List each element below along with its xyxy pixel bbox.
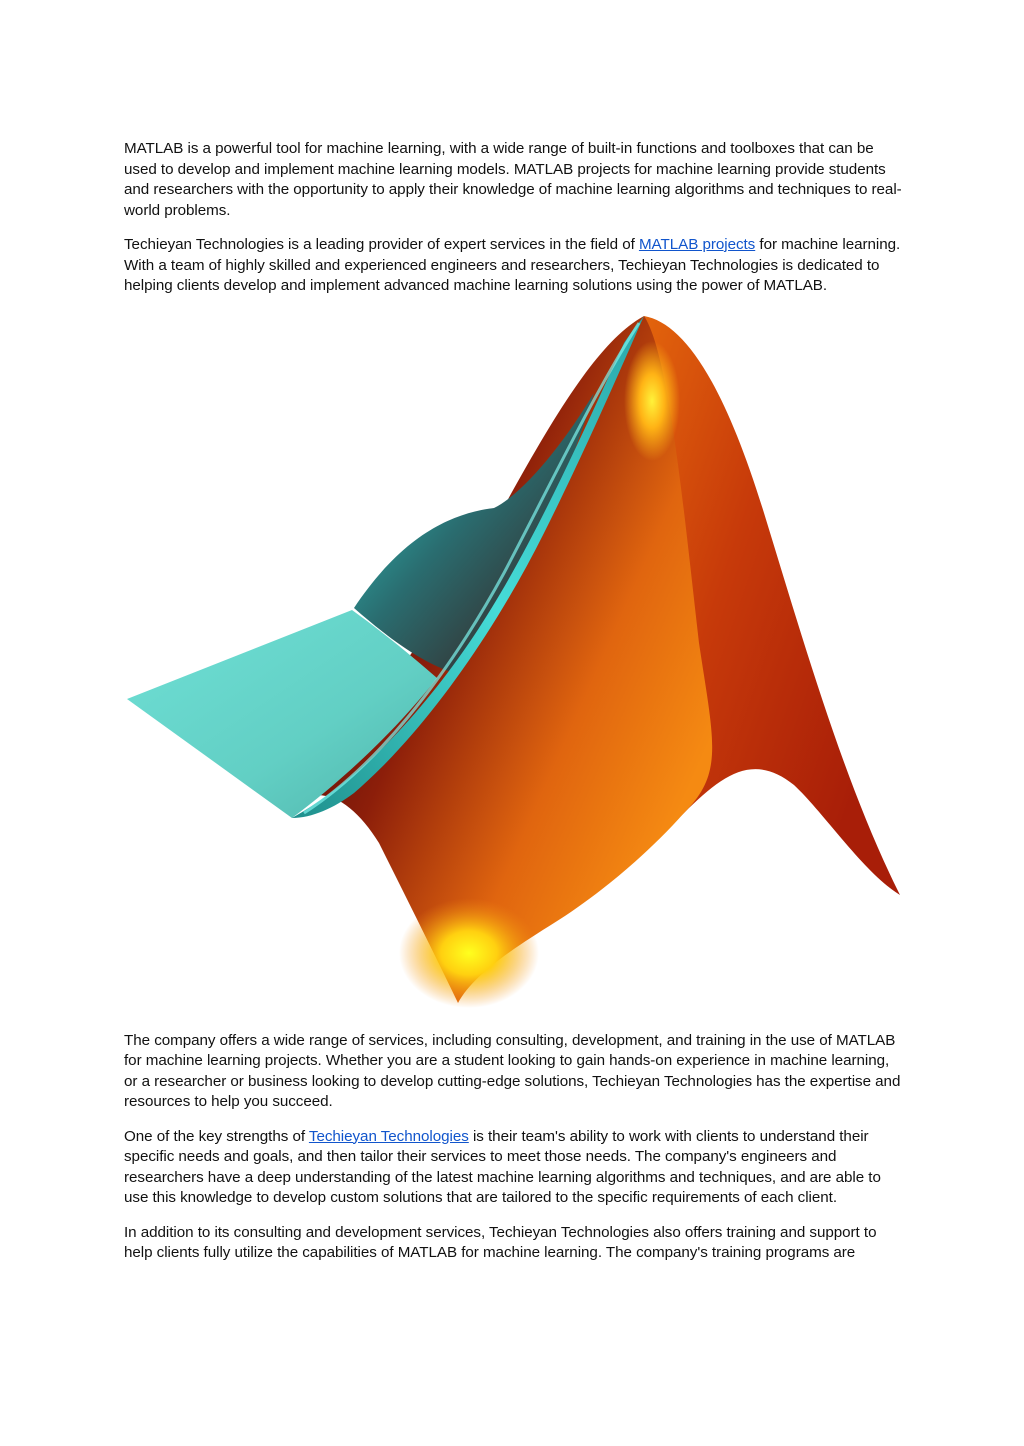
matlab-projects-link[interactable]: MATLAB projects	[638, 236, 756, 253]
paragraph-services	[124, 1031, 904, 1113]
paragraph-text: In addition to its consulting and development services, Techieyan Technologies also offers training and support to help clients fully utilize the capabilities of MATLAB for machine learning. The company's training programs are	[124, 1223, 877, 1261]
paragraph-text: MATLAB is a powerful tool for machine learning, with a wide range of built-in functions and toolboxes that can be used to develop and implement machine learning models. MATLAB projects for machine learning provide students and researchers with the opportunity to apply their knowledge of machine learning algorithms and techniques to real-world problems.	[124, 140, 902, 219]
matlab-logo-figure	[124, 313, 904, 1013]
paragraph-text: The company offers a wide range of services, including consulting, development, and training in the use of MATLAB for machine learning projects. Whether you are a student looking to gain hands-on experience in machine learning, or a researcher or business looking to develop cutting-edge solutions, Techieyan Technologies has the expertise and resources to help you succeed.	[124, 1031, 901, 1110]
paragraph-provider	[124, 235, 904, 297]
techieyan-technologies-link[interactable]: Techieyan Technologies	[308, 1127, 469, 1145]
paragraph-training	[124, 1223, 904, 1264]
matlab-membrane-logo-icon	[124, 313, 904, 1013]
paragraph-text: Techieyan Technologies is a leading provider of expert services in the field of	[124, 236, 639, 253]
document-body	[124, 139, 904, 1278]
paragraph-text: One of the key strengths of	[124, 1127, 309, 1145]
paragraph-strengths	[124, 1127, 904, 1209]
paragraph-text: for machine learning. With a team of highly skilled and experienced engineers and researchers, Techieyan Technologies is dedicated to helping clients develop and implement advanced machine learning solutions using the power of MATLAB.	[124, 236, 901, 294]
paragraph-text: is their team's ability to work with clients to understand their specific needs and goals, and then tailor their services to meet those needs. The company's engineers and researchers have a deep understanding of the latest machine learning algorithms and techniques, and are able to use this knowledge to develop custom solutions that are tailored to the specific requirements of each client.	[124, 1127, 881, 1206]
paragraph-intro	[124, 139, 904, 221]
